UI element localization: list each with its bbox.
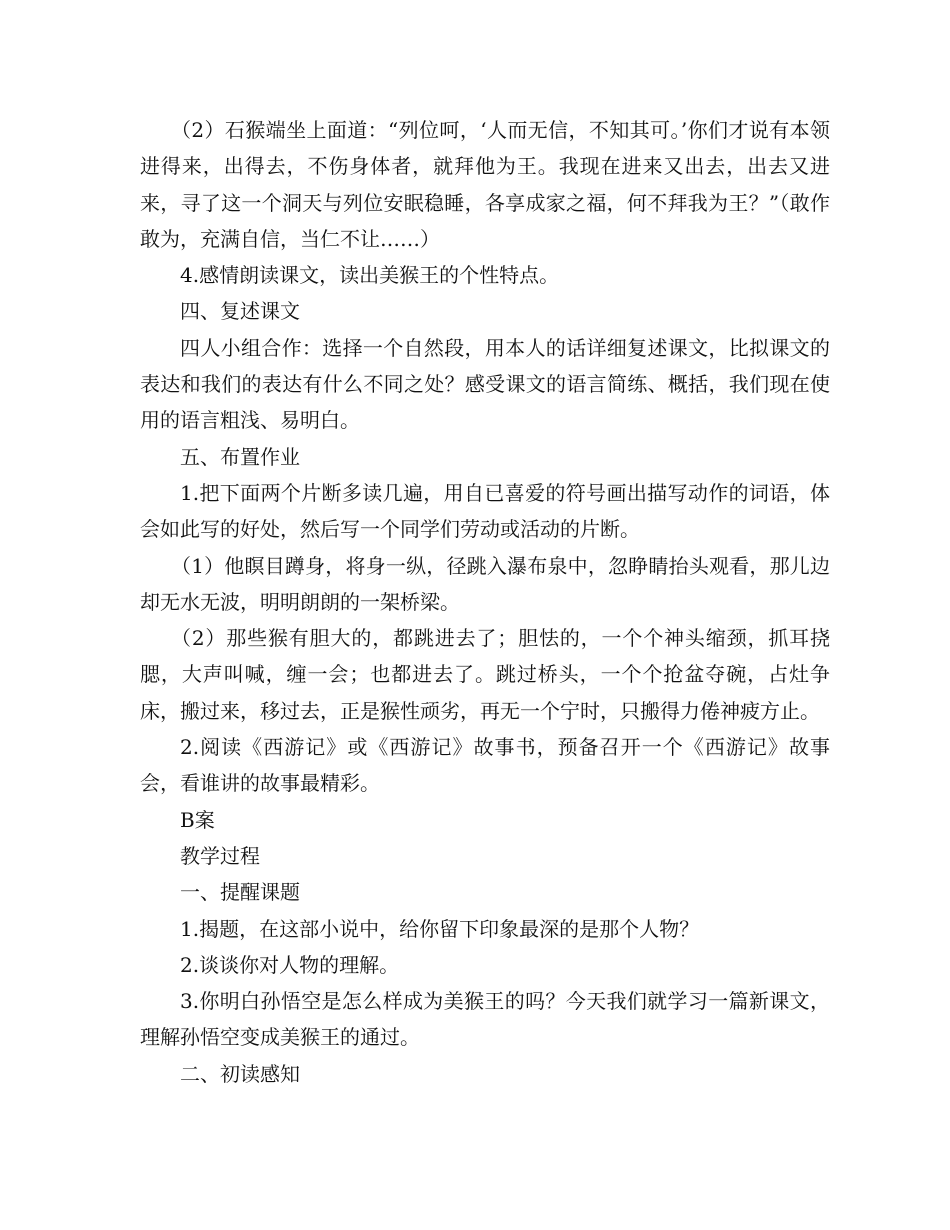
paragraph-p8: （2）那些猴有胆大的，都跳进去了；胆怯的，一个个神头缩颈，抓耳挠腮，大声叫喊，缠一会；也都进去了。跳过桥头，一个个抢盆夺碗，占灶争床，搬过来，移过去，正是猴性顽劣，再无一个宁时，只搬得力倦神疲方止。 <box>140 626 830 723</box>
paragraph-p2: 4.感情朗读课文，读出美猴王的个性特点。 <box>180 263 560 288</box>
paragraph-p9: 2.阅读《西游记》或《西游记》故事书，预备召开一个《西游记》故事会，看谁讲的故事最精彩。 <box>140 735 830 796</box>
paragraph-p10: B案 <box>180 807 215 832</box>
paragraph-p15: 3.你明白孙悟空是怎么样成为美猴王的吗？今天我们就学习一篇新课文，理解孙悟空变成美猴王的通过。 <box>140 989 830 1050</box>
paragraph-p11: 教学过程 <box>180 843 260 868</box>
paragraph-p14: 2.谈谈你对人物的理解。 <box>180 952 400 977</box>
paragraph-p5: 五、布置作业 <box>180 444 300 469</box>
paragraph-p12: 一、提醒课题 <box>180 880 300 905</box>
paragraph-p13: 1.揭题，在这部小说中，给你留下印象最深的是那个人物？ <box>180 916 700 941</box>
paragraph-p1: （2）石猴端坐上面道：“列位呵，‘人而无信，不知其可。’你们才说有本领进得来，出得去，不伤身体者，就拜他为王。我现在进来又出去，出去又进来，寻了这一个洞天与列位安眠稳睡，各享成家之福，何不拜我为王？”（敢作敢为，充满自信，当仁不让……） <box>140 118 830 251</box>
document-body <box>140 112 830 1092</box>
paragraph-p16: 二、初读感知 <box>180 1061 300 1086</box>
paragraph-p6: 1.把下面两个片断多读几遍，用自已喜爱的符号画出描写动作的词语，体会如此写的好处，然后写一个同学们劳动或活动的片断。 <box>140 480 830 542</box>
paragraph-p3: 四、复述课文 <box>180 299 300 324</box>
paragraph-p4: 四人小组合作：选择一个自然段，用本人的话详细复述课文，比拟课文的表达和我们的表达有什么不同之处？感受课文的语言简练、概括，我们现在使用的语言粗浅、易明白。 <box>140 335 830 433</box>
paragraph-p7: （1）他瞑目蹲身，将身一纵，径跳入瀑布泉中，忽睁睛抬头观看，那儿边却无水无波，明明朗朗的一架桥梁。 <box>140 553 830 614</box>
